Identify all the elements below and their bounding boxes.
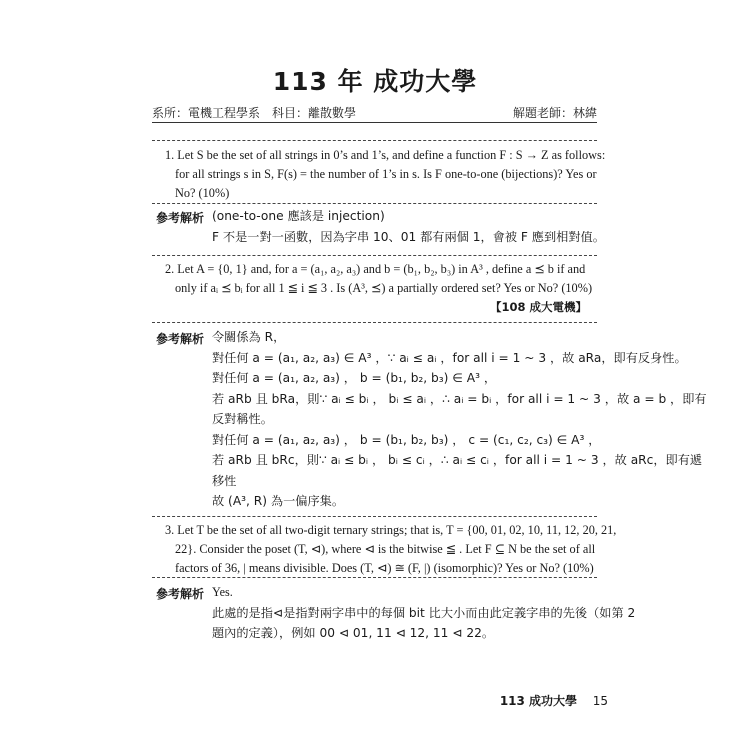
- answer-2-line-5: 反對稱性。: [212, 412, 273, 426]
- answer-2: [212, 327, 707, 512]
- footer-book-title: 113 成功大學: [499, 694, 578, 708]
- answer-3-line-3: 題內的定義），例如 00 ⊲ 01, 11 ⊲ 12, 11 ⊲ 22。: [212, 626, 495, 640]
- department-subject: 系所：電機工程學系 科目：離散數學: [152, 106, 357, 120]
- answer-2-line-6: 對任何 a = (a₁, a₂, a₃) ， b = (b₁, b₂, b₃) ， c = (c₁, c₂, c₃) ∈ A³ ，: [212, 432, 601, 447]
- question-2-box: [152, 255, 597, 323]
- question-1-line-2: for all strings s in S, F(s) = the number of 1’s in s. Is F one-to-one (bijections)? Yes or: [175, 167, 597, 181]
- answer-2-line-7: 若 aRb 且 bRc，則∵ aᵢ ≤ bᵢ ， bᵢ ≤ cᵢ ，∴ aᵢ ≤ cᵢ ，for all i = 1 ~ 3 ，故 aRc，即有遞: [212, 453, 703, 467]
- answer-1-line-2: F 不是一對一函數，因為字串 10、01 都有兩個 1，會被 F 應到相對值。: [212, 229, 605, 244]
- question-3-line-3: factors of 36, | means divisible. Does (T, ⊲) ≅ (F, |) (isomorphic)? Yes or No? (10%): [175, 561, 594, 575]
- question-2-line-2: only if aᵢ ⪯ bᵢ for all 1 ≦ i ≦ 3 . Is (A³, ⪯) a partially ordered set? Yes or No? (10%): [175, 281, 593, 295]
- question-3-box: [152, 516, 617, 578]
- answer-2-line-9: 故 (A³, R) 為一偏序集。: [212, 494, 345, 508]
- answer-2-line-2: 對任何 a = (a₁, a₂, a₃) ∈ A³ ，∵ aᵢ ≤ aᵢ ，for all i = 1 ~ 3 ，故 aRa，即有反身性。: [212, 350, 687, 365]
- exam-meta: [152, 104, 597, 121]
- answer-3-line-2: 此處的是指⊲是指對兩字串中的每個 bit 比大小而由此定義字串的先後（如第 2: [212, 605, 636, 620]
- source-tag: 【108 成大電機】: [489, 300, 587, 314]
- answer-3-line-1: Yes.: [212, 585, 233, 599]
- answer-2-line-3: 對任何 a = (a₁, a₂, a₃) ， b = (b₁, b₂, b₃) ∈ A³ ，: [212, 371, 497, 385]
- answer-3: [212, 582, 636, 644]
- question-3-line-2: 22}. Consider the poset (T, ⊲), where ⊲ is the bitwise ≦ . Let F ⊆ N be the set of all: [175, 542, 596, 556]
- solver-name: 解題老師：林緯: [512, 106, 597, 120]
- question-1-line-1: 1. Let S be the set of all strings in 0’s and 1’s, and define a function F : S → Z as follows:: [165, 148, 606, 162]
- answer-2-line-8: 移性: [212, 473, 237, 488]
- question-3-line-1: 3. Let T be the set of all two-digit ternary strings; that is, T = {00, 01, 02, 10, 11, 12, 20, 21,: [165, 523, 617, 537]
- answer-2-line-4: 若 aRb 且 bRa，則∵ aᵢ ≤ bᵢ ， bᵢ ≤ aᵢ ，∴ aᵢ = bᵢ ，for all i = 1 ~ 3 ，故 a = b ，即有: [212, 391, 707, 406]
- question-1-line-3: No? (10%): [175, 186, 230, 200]
- header-rule: [152, 122, 597, 123]
- answer-3-label: 參考解析: [156, 587, 205, 601]
- question-2-line-1: 2. Let A = {0, 1} and, for a = (a₁, a₂, a₃) and b = (b₁, b₂, b₃) in A³ , define a ⪯ b if and: [165, 262, 586, 276]
- answer-1: [212, 206, 605, 247]
- answer-2-line-1: 令關係為 R，: [212, 330, 286, 344]
- page-title: 113 年 成功大學: [272, 67, 478, 96]
- question-1-box: [152, 140, 606, 204]
- answer-1-line-1: (one-to-one 應該是 injection): [212, 209, 385, 223]
- page-number: 15: [592, 694, 608, 708]
- page-footer: [0, 692, 608, 709]
- answer-1-label: 參考解析: [156, 211, 205, 225]
- answer-2-label: 參考解析: [156, 332, 205, 346]
